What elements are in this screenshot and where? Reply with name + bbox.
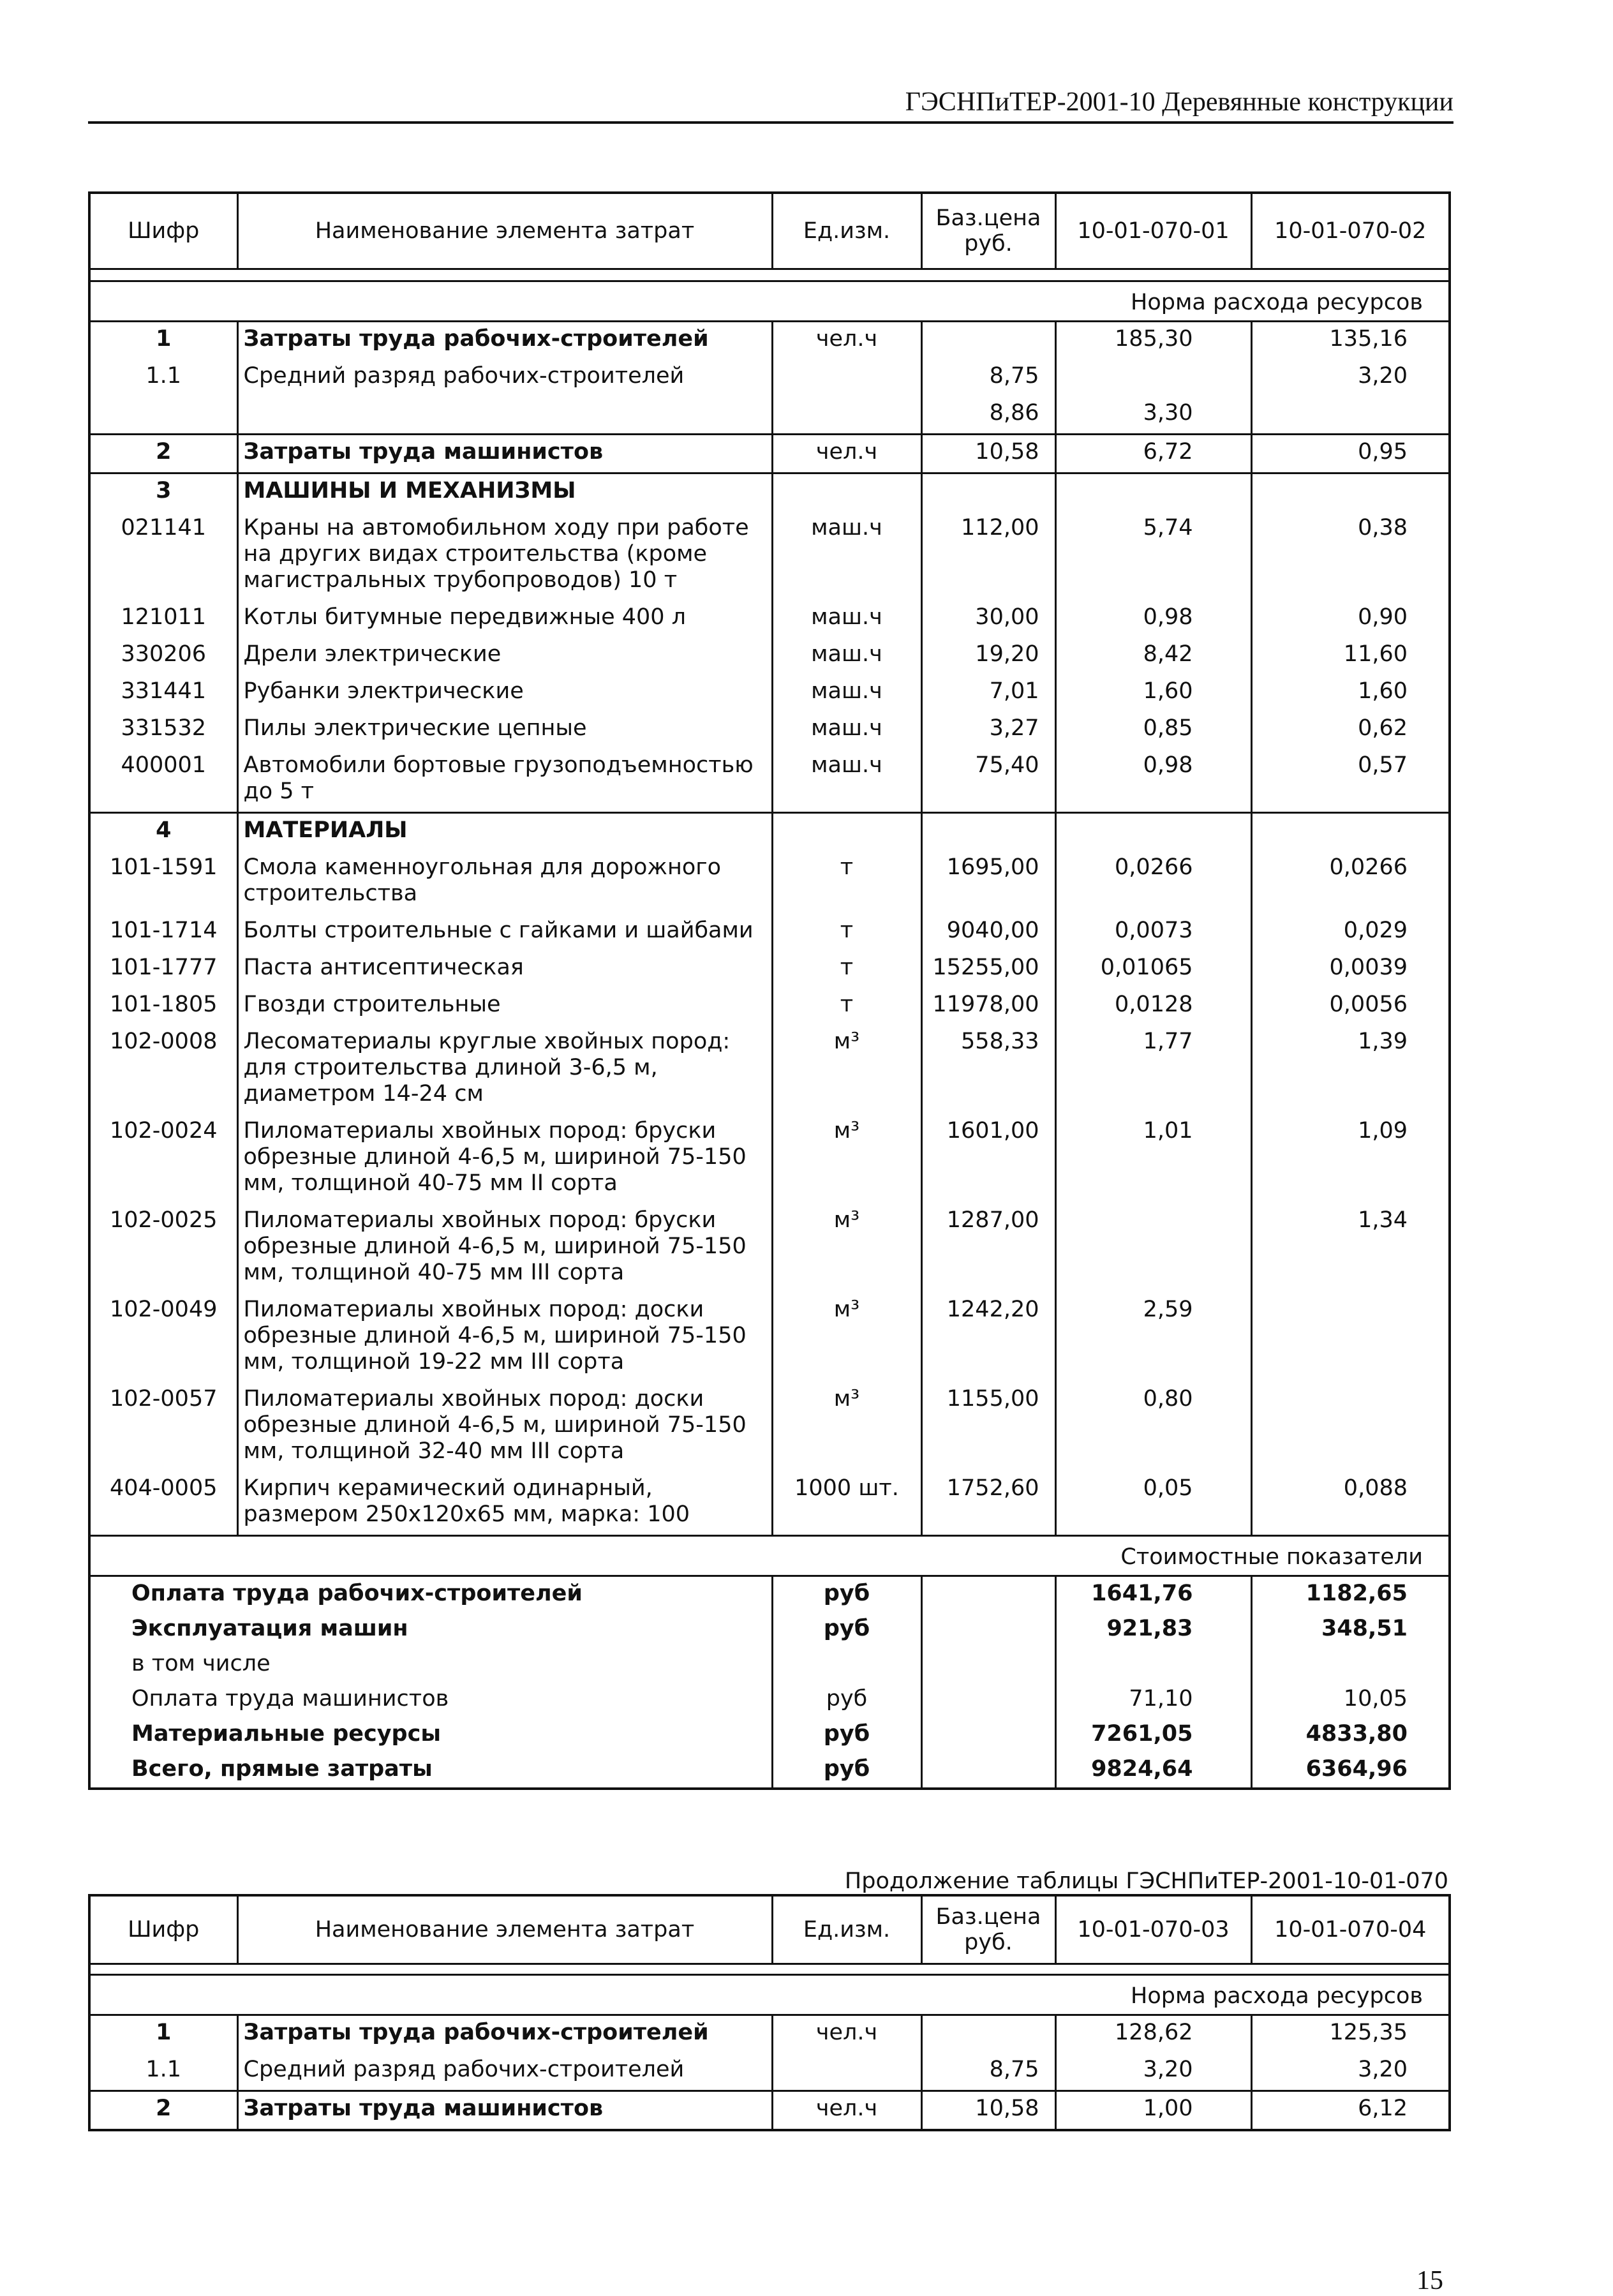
row-name: Пиломатериалы хвойных пород: бруски обрезные длиной 4-6,5 м, шириной 75-150 мм, толщиной 40-75 мм III сорта: [237, 1204, 772, 1293]
table-row: [89, 511, 1450, 600]
table-row: [89, 359, 1450, 396]
table-row: [89, 988, 1450, 1025]
row-name: Смола каменноугольная для дорожного строительства: [237, 851, 772, 914]
row-unit: [772, 813, 921, 851]
row-unit: маш.ч: [772, 600, 921, 637]
row-value-2: 1,09: [1251, 1114, 1450, 1204]
row-code: [89, 396, 237, 435]
row-name: Котлы битумные передвижные 400 л: [237, 600, 772, 637]
row-value-1: 0,0073: [1055, 914, 1251, 951]
row-value-2: 0,38: [1251, 511, 1450, 600]
header-code: Шифр: [89, 193, 237, 269]
row-price: 8,75: [921, 2053, 1055, 2091]
row-name: МАТЕРИАЛЫ: [237, 813, 772, 851]
row-unit: чел.ч: [772, 2091, 921, 2131]
row-value-2: 0,029: [1251, 914, 1450, 951]
row-name: Краны на автомобильном ходу при работе на других видах строительства (кроме магистральных трубопроводов) 10 т: [237, 511, 772, 600]
row-value-1: 0,85: [1055, 712, 1251, 749]
table-header-row: [89, 193, 1450, 269]
cost-value-2: 1182,65: [1251, 1576, 1450, 1613]
row-value-2: [1251, 1382, 1450, 1472]
row-value-2: 0,0039: [1251, 951, 1450, 988]
row-price: 10,58: [921, 2091, 1055, 2131]
row-value-2: 0,95: [1251, 435, 1450, 473]
row-code: 1.1: [145, 2057, 182, 2082]
row-value-1: 185,30: [1055, 322, 1251, 360]
cost-label: Стоимостные показатели: [89, 1536, 1450, 1576]
row-price: [921, 473, 1055, 512]
table-row: [89, 813, 1450, 851]
resource-table-2: [88, 1894, 1451, 2131]
table2-header-row: [89, 1895, 1450, 1964]
row-price: [921, 813, 1055, 851]
table-row: [89, 2091, 1450, 2131]
norm-label: Норма расхода ресурсов: [89, 281, 1450, 322]
row-name: Кирпич керамический одинарный, размером 250х120х65 мм, марка: 100: [237, 1472, 772, 1536]
row-unit: 1000 шт.: [772, 1472, 921, 1536]
cost-value-2: 4833,80: [1251, 1717, 1450, 1752]
header-col1: 10-01-070-01: [1055, 193, 1251, 269]
row-price: 1155,00: [921, 1382, 1055, 1472]
cost-unit: руб: [772, 1682, 921, 1717]
row-price: [921, 2015, 1055, 2054]
table-row: [89, 322, 1450, 360]
row-code: 1.1: [145, 363, 182, 389]
row-name: Гвозди строительные: [237, 988, 772, 1025]
row-unit: маш.ч: [772, 511, 921, 600]
row-unit: маш.ч: [772, 749, 921, 813]
row-value-2: 1,39: [1251, 1025, 1450, 1114]
row-code: 102-0025: [109, 1207, 218, 1233]
row-name: Паста антисептическая: [237, 951, 772, 988]
table-row: [89, 435, 1450, 473]
cost-value-1: 9824,64: [1055, 1752, 1251, 1789]
row-price: 30,00: [921, 600, 1055, 637]
running-header: [88, 83, 1453, 124]
row-unit: чел.ч: [772, 435, 921, 473]
row-price: 1242,20: [921, 1293, 1055, 1382]
row-code: 404-0005: [109, 1475, 218, 1501]
header-col2: 10-01-070-02: [1251, 193, 1450, 269]
norm-row: [89, 1975, 1450, 2015]
row-unit: м³: [772, 1382, 921, 1472]
cost-name: Оплата труда машинистов: [131, 1686, 449, 1711]
row-value-2: [1251, 813, 1450, 851]
cost-row: [89, 1576, 1450, 1613]
row-value-2: 0,0266: [1251, 851, 1450, 914]
row-code: 3: [89, 473, 237, 512]
table-row: [89, 951, 1450, 988]
cost-row: [89, 1717, 1450, 1752]
row-unit: [772, 359, 921, 396]
header-name: Наименование элемента затрат: [237, 193, 772, 269]
row-value-1: [1055, 359, 1251, 396]
row-price: 7,01: [921, 675, 1055, 712]
cost-value-1: [1055, 1647, 1251, 1682]
row-name: МАШИНЫ И МЕХАНИЗМЫ: [237, 473, 772, 512]
cost-value-2: 6364,96: [1251, 1752, 1450, 1789]
header-code: Шифр: [89, 1895, 237, 1964]
row-code: 1: [156, 2020, 172, 2045]
cost-name: Материальные ресурсы: [131, 1721, 441, 1747]
row-unit: т: [772, 951, 921, 988]
row-name: Пилы электрические цепные: [237, 712, 772, 749]
row-unit: м³: [772, 1114, 921, 1204]
row-name: Затраты труда рабочих-строителей: [237, 2015, 772, 2054]
cost-name: Эксплуатация машин: [131, 1616, 408, 1641]
row-code: 102-0049: [109, 1297, 218, 1322]
cost-name: Всего, прямые затраты: [131, 1756, 433, 1782]
row-value-2: 0,0056: [1251, 988, 1450, 1025]
row-code: 102-0057: [109, 1386, 218, 1412]
row-value-1: 1,60: [1055, 675, 1251, 712]
row-name: Затраты труда машинистов: [237, 435, 772, 473]
row-value-2: 0,90: [1251, 600, 1450, 637]
row-price: [921, 322, 1055, 360]
table2-body: [89, 2015, 1450, 2131]
row-value-2: 1,34: [1251, 1204, 1450, 1293]
table-row: [89, 2015, 1450, 2054]
header-name: Наименование элемента затрат: [237, 1895, 772, 1964]
cost-price-empty: [921, 1752, 1055, 1789]
row-value-2: 135,16: [1251, 322, 1450, 360]
cost-price-empty: [921, 1612, 1055, 1647]
row-unit: маш.ч: [772, 712, 921, 749]
row-price: 15255,00: [921, 951, 1055, 988]
row-value-2: 0,088: [1251, 1472, 1450, 1536]
row-value-1: 0,0266: [1055, 851, 1251, 914]
row-code: 1: [156, 326, 172, 352]
row-value-1: 1,01: [1055, 1114, 1251, 1204]
cost-unit: руб: [772, 1752, 921, 1789]
row-value-2: 11,60: [1251, 637, 1450, 675]
row-value-1: 1,00: [1055, 2091, 1251, 2131]
row-code: 101-1805: [109, 992, 218, 1017]
row-unit: [772, 473, 921, 512]
cost-row: [89, 1612, 1450, 1647]
table-row: [89, 712, 1450, 749]
cost-label-row: [89, 1536, 1450, 1576]
row-value-1: 3,20: [1055, 2053, 1251, 2091]
row-unit: м³: [772, 1025, 921, 1114]
cost-value-2: 348,51: [1251, 1612, 1450, 1647]
table-row: [89, 1025, 1450, 1114]
row-value-2: [1251, 396, 1450, 435]
row-code: 330206: [121, 641, 207, 667]
cost-value-1: 921,83: [1055, 1612, 1251, 1647]
table-row: [89, 1382, 1450, 1472]
cost-name: Оплата труда рабочих-строителей: [131, 1581, 583, 1606]
row-unit: м³: [772, 1204, 921, 1293]
row-value-1: 128,62: [1055, 2015, 1251, 2054]
row-name: Средний разряд рабочих-строителей: [237, 359, 772, 396]
row-price: 1601,00: [921, 1114, 1055, 1204]
row-value-1: 0,98: [1055, 749, 1251, 813]
cost-unit: [772, 1647, 921, 1682]
norm-row: [89, 281, 1450, 322]
table-row: [89, 396, 1450, 435]
row-price: 10,58: [921, 435, 1055, 473]
row-code: 331441: [121, 678, 207, 704]
cost-price-empty: [921, 1647, 1055, 1682]
row-value-1: 2,59: [1055, 1293, 1251, 1382]
row-code: 101-1591: [109, 854, 218, 880]
row-unit: чел.ч: [772, 2015, 921, 2054]
table-row: [89, 749, 1450, 813]
row-unit: [772, 2053, 921, 2091]
row-code: 101-1777: [109, 955, 218, 980]
row-price: 19,20: [921, 637, 1055, 675]
row-value-1: 0,05: [1055, 1472, 1251, 1536]
header-col4: 10-01-070-04: [1251, 1895, 1450, 1964]
row-value-2: 6,12: [1251, 2091, 1450, 2131]
row-code: 121011: [121, 604, 207, 630]
row-price: 1752,60: [921, 1472, 1055, 1536]
row-value-1: 0,0128: [1055, 988, 1251, 1025]
row-code: 2: [89, 2091, 237, 2131]
table1-body: [89, 322, 1450, 1536]
row-price: 3,27: [921, 712, 1055, 749]
row-unit: маш.ч: [772, 675, 921, 712]
header-unit: Ед.изм.: [772, 1895, 921, 1964]
page-number: 15: [1416, 2266, 1443, 2295]
row-name: Лесоматериалы круглые хвойных пород: для строительства длиной 3-6,5 м, диаметром 14-24 см: [237, 1025, 772, 1114]
table-row: [89, 637, 1450, 675]
row-value-1: 3,30: [1055, 396, 1251, 435]
row-price: 558,33: [921, 1025, 1055, 1114]
row-value-1: [1055, 813, 1251, 851]
row-code: 400001: [121, 752, 207, 778]
cost-value-1: 7261,05: [1055, 1717, 1251, 1752]
row-code: 102-0008: [109, 1029, 218, 1054]
row-name: Болты строительные с гайками и шайбами: [237, 914, 772, 951]
row-price: 1287,00: [921, 1204, 1055, 1293]
row-price: 9040,00: [921, 914, 1055, 951]
row-name: Автомобили бортовые грузоподъемностью до 5 т: [237, 749, 772, 813]
header-col3: 10-01-070-03: [1055, 1895, 1251, 1964]
table-row: [89, 851, 1450, 914]
row-unit: [772, 396, 921, 435]
table-row: [89, 914, 1450, 951]
table-row: [89, 2053, 1450, 2091]
cost-name: в том числе: [131, 1651, 271, 1676]
row-value-2: [1251, 473, 1450, 512]
cost-value-2: [1251, 1647, 1450, 1682]
norm-label: Норма расхода ресурсов: [89, 1975, 1450, 2015]
row-unit: т: [772, 914, 921, 951]
row-price: 1695,00: [921, 851, 1055, 914]
header-unit: Ед.изм.: [772, 193, 921, 269]
cost-row: [89, 1647, 1450, 1682]
cost-value-1: 1641,76: [1055, 1576, 1251, 1613]
header-text: ГЭСНПиТЕР-2001-10 Деревянные конструкции: [905, 87, 1453, 117]
row-unit: т: [772, 988, 921, 1025]
table-row: [89, 1204, 1450, 1293]
row-code: 4: [89, 813, 237, 851]
row-value-1: [1055, 473, 1251, 512]
cost-value-2: 10,05: [1251, 1682, 1450, 1717]
table1-costs: [89, 1576, 1450, 1789]
resource-table-1: [88, 191, 1451, 1790]
row-unit: м³: [772, 1293, 921, 1382]
cost-row: [89, 1682, 1450, 1717]
row-name: Затраты труда рабочих-строителей: [237, 322, 772, 360]
continuation-caption: Продолжение таблицы ГЭСНПиТЕР-2001-10-01-070: [844, 1868, 1448, 1894]
header-price: Баз.цена руб.: [921, 1895, 1055, 1964]
cost-unit: руб: [772, 1576, 921, 1613]
row-code: 331532: [121, 715, 207, 741]
cost-price-empty: [921, 1682, 1055, 1717]
header-price: Баз.цена руб.: [921, 193, 1055, 269]
row-code: 102-0024: [109, 1118, 218, 1144]
row-name: Пиломатериалы хвойных пород: доски обрезные длиной 4-6,5 м, шириной 75-150 мм, толщиной 32-40 мм III сорта: [237, 1382, 772, 1472]
row-value-1: 1,77: [1055, 1025, 1251, 1114]
row-value-1: [1055, 1204, 1251, 1293]
row-name: Затраты труда машинистов: [237, 2091, 772, 2131]
row-value-2: [1251, 1293, 1450, 1382]
row-value-2: 1,60: [1251, 675, 1450, 712]
row-code: 101-1714: [109, 918, 218, 943]
table-row: [89, 473, 1450, 512]
row-value-1: 6,72: [1055, 435, 1251, 473]
row-code: 021141: [121, 515, 207, 540]
table-row: [89, 1293, 1450, 1382]
table-row: [89, 675, 1450, 712]
row-name: Рубанки электрические: [237, 675, 772, 712]
row-value-1: 0,98: [1055, 600, 1251, 637]
row-price: 75,40: [921, 749, 1055, 813]
row-value-2: 0,62: [1251, 712, 1450, 749]
row-unit: маш.ч: [772, 637, 921, 675]
row-name: Дрели электрические: [237, 637, 772, 675]
table-row: [89, 600, 1450, 637]
row-value-2: 3,20: [1251, 359, 1450, 396]
row-value-1: 0,80: [1055, 1382, 1251, 1472]
row-value-1: 5,74: [1055, 511, 1251, 600]
row-value-1: 8,42: [1055, 637, 1251, 675]
cost-unit: руб: [772, 1612, 921, 1647]
row-value-2: 125,35: [1251, 2015, 1450, 2054]
row-name: Пиломатериалы хвойных пород: доски обрезные длиной 4-6,5 м, шириной 75-150 мм, толщиной 19-22 мм III сорта: [237, 1293, 772, 1382]
row-value-2: 0,57: [1251, 749, 1450, 813]
row-name: Средний разряд рабочих-строителей: [237, 2053, 772, 2091]
row-price: 8,75: [921, 359, 1055, 396]
cost-price-empty: [921, 1717, 1055, 1752]
row-unit: т: [772, 851, 921, 914]
table-row: [89, 1472, 1450, 1536]
row-value-1: 0,01065: [1055, 951, 1251, 988]
row-price: 11978,00: [921, 988, 1055, 1025]
row-unit: чел.ч: [772, 322, 921, 360]
table-row: [89, 1114, 1450, 1204]
cost-unit: руб: [772, 1717, 921, 1752]
row-code: 2: [89, 435, 237, 473]
row-price: 112,00: [921, 511, 1055, 600]
cost-value-1: 71,10: [1055, 1682, 1251, 1717]
row-name: Пиломатериалы хвойных пород: бруски обрезные длиной 4-6,5 м, шириной 75-150 мм, толщиной 40-75 мм II сорта: [237, 1114, 772, 1204]
cost-row: [89, 1752, 1450, 1789]
cost-price-empty: [921, 1576, 1055, 1613]
row-name: [237, 396, 772, 435]
row-value-2: 3,20: [1251, 2053, 1450, 2091]
row-price: 8,86: [921, 396, 1055, 435]
